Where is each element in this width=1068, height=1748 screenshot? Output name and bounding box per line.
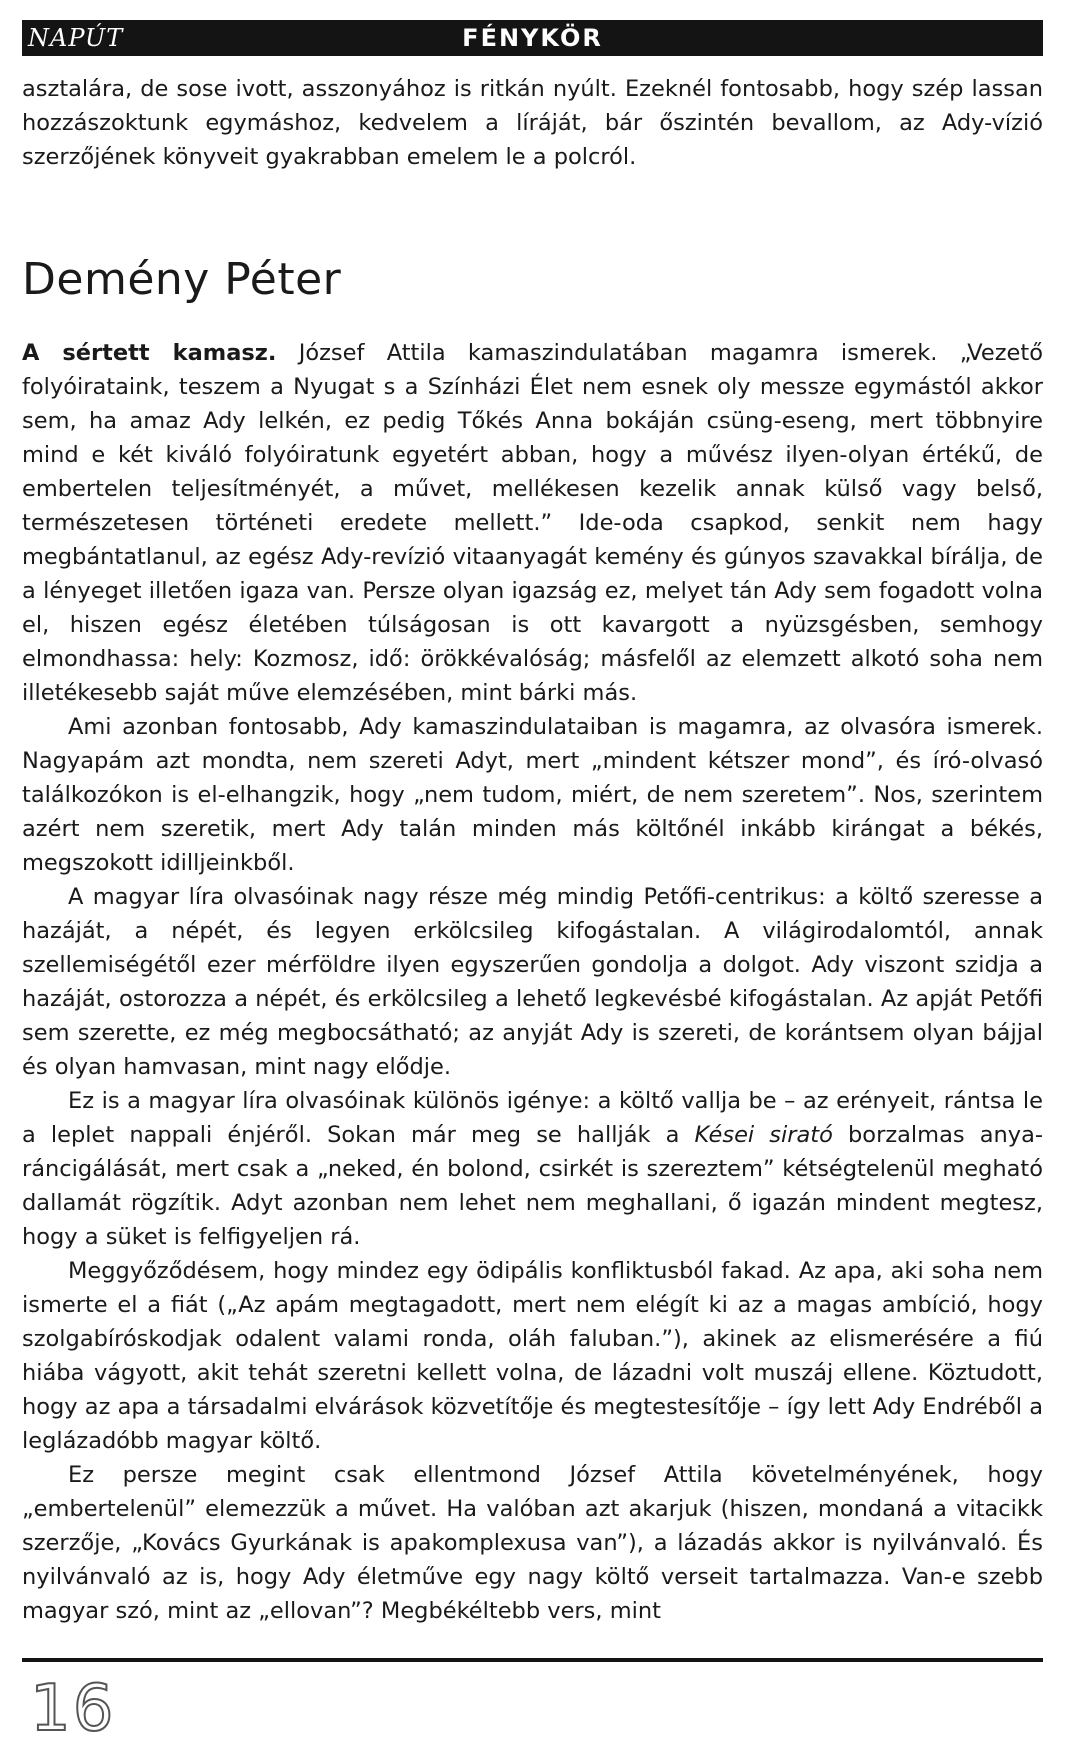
paragraph-5: Meggyőződésem, hogy mindez egy ödipális konfliktusból fakad. Az apa, aki soha nem ismerte el a fiát („Az apám megtagadott, mert nem elégít ki az a magas ambíció, hogy szolgabíróskodjak odalent valami ronda, oláh faluban.”), akinek az elismerésére a fiú hiába vágyott, akit tehát szeretni kellett volna, de lázadni volt muszáj ellene. Köztudott, hogy az apa a társadalmi elvárások közvetítője és megtestesítője – így lett Ady Endréből a leglázadóbb magyar költő.	[22, 1258, 1043, 1454]
article-body	[22, 72, 1043, 1628]
poem-title: Kései sirató	[694, 1122, 833, 1148]
paragraph-4-text-b: borzalmas anya-ráncigálását, mert csak a „neked, én bolond, csirkét is szereztem” kétségtelenül megható dallamát rögzítik. Adyt azonban nem lehet nem meghallani, ő igazán mindent megtesz, hogy a süket is felfigyeljen rá.	[22, 1122, 1043, 1250]
section-title: FÉNYKÖR	[462, 24, 603, 52]
paragraph-1-text: József Attila kamaszindulatában magamra ismerek. „Vezető folyóirataink, teszem a Nyugat s a Színházi Élet nem esnek oly messze egymástól akkor sem, ha amaz Ady lelkén, ez pedig Tőkés Anna bokáján csüng-eseng, mert többnyire mind e két kiváló folyóiratunk egyetért abban, hogy a művész ilyen-olyan értékű, de embertelen teljesítményét, a művet, mellékesen kezelik annak külső vagy belső, természetesen történeti eredete mellett.” Ide-oda csapkod, senkit nem hagy megbántatlanul, az egész Ady-revízió vitaanyagát kemény és gúnyos szavakkal bírálja, de a lényeget illetően igaza van. Persze olyan igazság ez, melyet tán Ady sem fogadott volna el, hiszen egész életében túlságosan is ott kavargott a nyüzsgésben, semhogy elmondhassa: hely: Kozmosz, idő: örökkévalóság; másfelől az elemzett alkotó soha nem illetékesebb saját műve elemzésében, mint bárki más.	[22, 340, 1043, 706]
magazine-logo: NAPÚT	[28, 24, 124, 52]
author-heading: Demény Péter	[22, 254, 342, 305]
paragraph-6: Ez persze megint csak ellentmond József Attila követelményének, hogy „embertelenül” elemezzük a művet. Ha valóban azt akarjuk (hiszen, mondaná a vitacikk szerzője, „Kovács Gyurkának is apakomplexusa van”), a lázadás akkor is nyilvánvaló. És nyilvánvaló az is, hogy Ady életműve egy nagy költő verseit tartalmazza. Van-e szebb magyar szó, mint az „ellovan”? Megbékéltebb vers, mint	[22, 1462, 1043, 1624]
paragraph-4	[22, 1084, 1043, 1254]
paragraph-lead: A sértett kamasz.	[22, 340, 277, 366]
paragraph-1	[22, 336, 1043, 710]
footer-divider	[22, 1658, 1043, 1662]
paragraph-2: Ami azonban fontosabb, Ady kamaszindulataiban is magamra, az olvasóra ismerek. Nagyapám azt mondta, nem szereti Adyt, mert „mindent kétszer mond”, és író-olvasó találkozókon is el-elhangzik, hogy „nem tudom, miért, de nem szeretem”. Nos, szerintem azért nem szeretik, mert Ady talán minden más költőnél inkább kirángat a békés, megszokott idilljeinkből.	[22, 714, 1043, 876]
paragraph-4-text-a: Ez is a magyar líra olvasóinak különös igénye: a költő vallja be – az erényeit, rántsa le a leplet nappali énjéről. Sokan már meg se hallják a	[22, 1088, 1043, 1148]
intro-paragraph: asztalára, de sose ivott, asszonyához is ritkán nyúlt. Ezeknél fontosabb, hogy szép lassan hozzászoktunk egymáshoz, kedvelem a líráját, bár őszintén bevallom, az Ady-vízió szerzőjének könyveit gyakrabban emelem le a polcról.	[22, 76, 1043, 170]
page-number: 16	[30, 1672, 116, 1746]
paragraph-3: A magyar líra olvasóinak nagy része még mindig Petőfi-centrikus: a költő szeresse a hazáját, a népét, és legyen erkölcsileg kifogástalan. A világirodalomtól, annak szellemiségétől ezer mérföldre ilyen egyszerűen gondolja a dolgot. Ady viszont szidja a hazáját, ostorozza a népét, és erkölcsileg a lehető legkevésbé kifogástalan. Az apját Petőfi sem szerette, ez még megbocsátható; az anyját Ady is szereti, de korántsem olyan bájjal és olyan hamvasan, mint nagy elődje.	[22, 884, 1043, 1080]
page-header	[22, 20, 1043, 56]
